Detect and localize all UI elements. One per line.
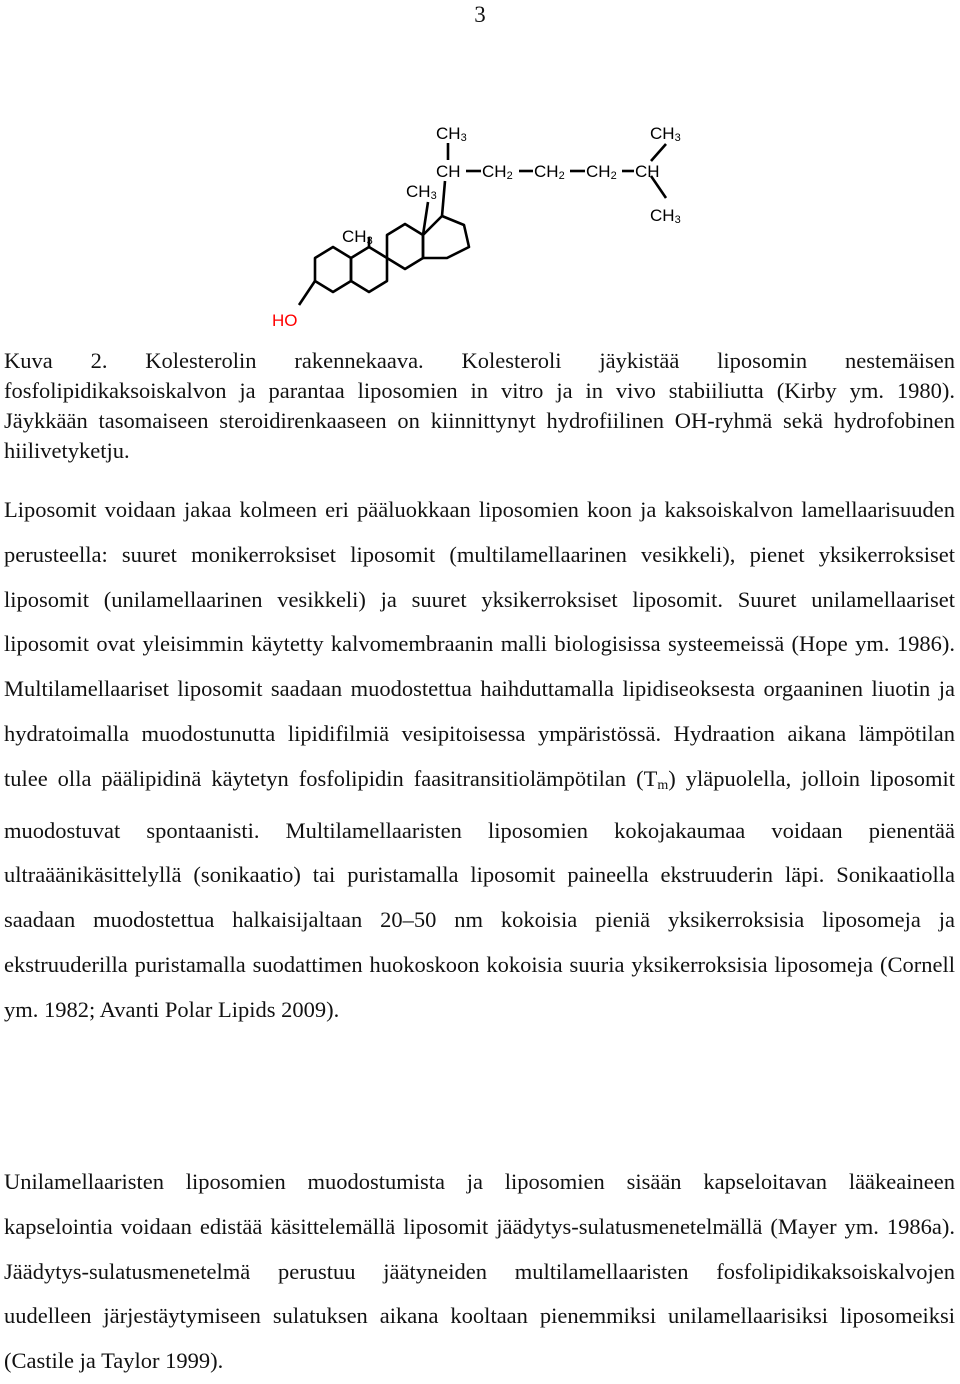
tm-subscript: m — [657, 777, 669, 793]
page-number: 3 — [474, 2, 486, 27]
cholesterol-diagram — [268, 112, 698, 337]
methyl-ring-c: CH3 — [406, 182, 437, 202]
ring-a — [315, 247, 351, 292]
methyl-end-lower: CH3 — [650, 206, 681, 226]
side-chain-bond — [442, 181, 445, 216]
ring-c — [387, 224, 423, 269]
terminal-bond-upper — [651, 144, 666, 161]
figure-caption: Kuva 2. Kolesterolin rakennekaava. Kolesteroli jäykistää liposomin nestemäisen fosfolipidikaksoiskalvon ja parantaa liposomien in vitro ja in vivo stabiiliutta (Kirby ym. 1980). Jäykkään tasomaiseen steroidirenkaaseen on kiinnittynyt hydrofiilinen OH-ryhmä sekä hydrofobinen hiilivetyketju. — [4, 348, 955, 463]
methyl-top: CH3 — [436, 124, 467, 144]
p1-text-end: ) yläpuolella, jolloin liposomit muodostuvat spontaanisti. Multilamellaaristen liposomien kokojakaumaa voidaan pienentää ultraäänikäsittelyllä (sonikaatio) tai puristamalla liposomit paineella ekstruuderin läpi. Sonikaatiolla saadaan muodostettua halkaisijaltaan 20–50 nm kokoisia pieniä yksikerroksisia liposomeja ja ekstruuderilla puristamalla suodattimen huokoskoon kokoisia suuria yksikerroksisia liposomeja (Cornell ym. 1982; Avanti Polar Lipids 2009). — [4, 765, 955, 1022]
chain-ch: CH — [436, 162, 461, 181]
methyl-ring-a: CH3 — [342, 227, 373, 247]
cholesterol-structure-figure — [268, 112, 698, 337]
ring-b — [351, 247, 387, 292]
chain-ch2-3: CH2 — [586, 162, 617, 182]
chain-ch2-1: CH2 — [482, 162, 513, 182]
hydroxyl-bond — [299, 281, 315, 305]
chain-ch2-2: CH2 — [534, 162, 565, 182]
chain-ch-end: CH — [635, 162, 660, 181]
paragraph-freeze-thaw: Unilamellaaristen liposomien muodostumista ja liposomien sisään kapseloitavan lääkeaineen kapselointia voidaan edistää käsittelemällä liposomit jäädytys-sulatusmenetelmällä (Mayer ym. 1986a). Jäädytys-sulatusmenetelmä perustuu jäätyneiden multilamellaaristen fosfolipidikaksoiskalvojen uudelleen järjestäytymiseen sulatuksen aikana kooltaan pienemmiksi unilamellaarisiksi liposomeiksi (Castile ja Taylor 1999). — [4, 1169, 955, 1374]
paragraph-liposome-classes — [4, 488, 955, 1033]
ho-label: HO — [272, 311, 298, 330]
methyl-end-upper: CH3 — [650, 124, 681, 144]
ring-d — [423, 216, 469, 258]
p1-text-start: Liposomit voidaan jakaa kolmeen eri pääluokkaan liposomien koon ja kaksoiskalvon lamellaarisuuden perusteella: suuret monikerroksiset liposomit (multilamellaarinen vesikkeli), pienet yksikerroksiset liposomit (unilamellaarinen vesikkeli) ja suuret yksikerroksiset liposomit. Suuret unilamellaariset liposomit ovat yleisimmin käytetty kalvomembraanin malli biologisissa systeemeissä (Hope ym. 1986). Multilamellaariset liposomit saadaan muodostettua haihduttamalla lipidiseoksesta orgaaninen liuotin ja hydratoimalla muodostunutta lipidifilmiä vesipitoisessa ympäristössä. Hydraation aikana lämpötilan tulee olla päälipidinä käytetyn fosfolipidin faasitransitiolämpötilan (T — [4, 497, 955, 791]
